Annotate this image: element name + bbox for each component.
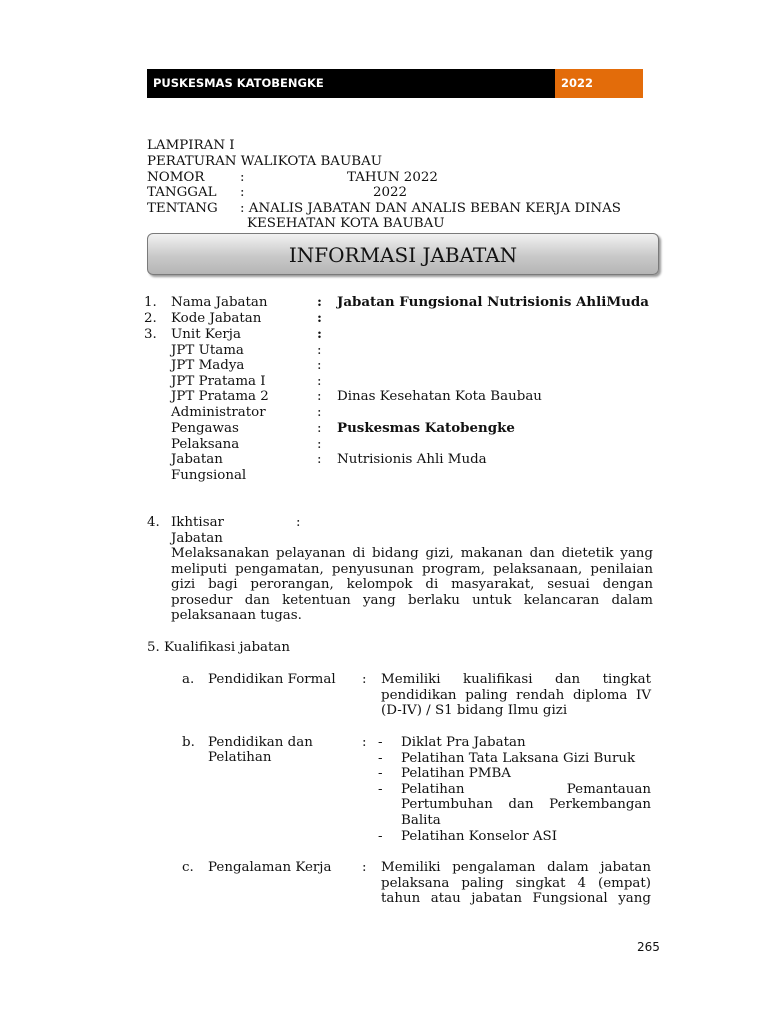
field-colon: : [317, 343, 322, 358]
field-label: Pengawas [171, 421, 239, 436]
tanggal-value: 2022 [373, 185, 408, 200]
field-value: Nutrisionis Ahli Muda [337, 452, 487, 467]
qual-a-line: Memiliki kualifikasi dan tingkat [381, 672, 651, 687]
training-item-line: Diklat Pra Jabatan [401, 735, 526, 750]
qual-a-colon: : [362, 672, 367, 687]
field-label: JPT Pratama 2 [171, 389, 269, 404]
bullet-dash: - [378, 750, 383, 766]
training-item-line: Pelatihan Tata Laksana Gizi Buruk [401, 750, 636, 766]
section-title: INFORMASI JABATAN [288, 243, 518, 267]
field-number: 3. [144, 327, 157, 342]
qual-a-label: Pendidikan Formal [208, 672, 336, 687]
qual-c-text [381, 860, 651, 907]
tanggal-label: TANGGAL [147, 185, 217, 200]
kualifikasi-heading: 5. Kualifikasi jabatan [147, 640, 291, 655]
field-colon: : [317, 358, 322, 373]
ikhtisar-number: 4. [147, 515, 160, 530]
field-label: Fungsional [171, 468, 247, 483]
field-label: Unit Kerja [171, 327, 241, 342]
field-number: 1. [144, 295, 157, 310]
field-value: Dinas Kesehatan Kota Baubau [337, 389, 542, 404]
field-label: JPT Utama [171, 343, 244, 358]
training-item [401, 829, 651, 845]
field-colon: : [317, 374, 322, 389]
field-label: Nama Jabatan [171, 295, 268, 310]
field-colon: : [317, 294, 322, 310]
field-value: Puskesmas Katobengke [337, 420, 515, 436]
field-label: Pelaksana [171, 437, 240, 452]
ikhtisar-label: Ikhtisar [171, 515, 224, 530]
qual-c-label: Pengalaman Kerja [208, 860, 332, 875]
qual-a-letter: a. [182, 672, 195, 687]
field-colon: : [317, 326, 322, 342]
field-label: JPT Pratama I [171, 374, 266, 389]
field-label: Administrator [171, 405, 266, 420]
bullet-dash: - [378, 781, 383, 797]
bullet-dash: - [378, 766, 383, 782]
section-title-box [147, 233, 659, 275]
field-label: JPT Madya [171, 358, 245, 373]
ikhtisar-line: prosedur dan ketentuan yang berlaku untuk kelancaran dalam [171, 592, 653, 608]
page-number: 265 [637, 940, 660, 954]
ikhtisar-line: meliputi pengamatan, penyusunan program, pelaksanaan, penilaian [171, 561, 653, 577]
qual-b-letter: b. [182, 735, 195, 750]
qual-a-line: (D-IV) / S1 bidang Ilmu gizi [381, 703, 568, 719]
qual-b-label: Pendidikan dan [208, 735, 313, 750]
qual-c-line: pelaksana paling singkat 4 (empat) [381, 875, 651, 891]
field-value: Jabatan Fungsional Nutrisionis AhliMuda [337, 294, 649, 310]
training-item-line: Pelatihan PMBA [401, 766, 511, 782]
tentang-value-cont: KESEHATAN KOTA BAUBAU [247, 216, 445, 231]
tanggal-colon: : [240, 185, 245, 200]
training-item-line: Pelatihan Konselor ASI [401, 828, 558, 844]
training-item [401, 735, 651, 751]
peraturan-line: PERATURAN WALIKOTA BAUBAU [147, 154, 383, 169]
qual-b-label-cont: Pelatihan [208, 750, 272, 765]
page-header-bar [147, 69, 643, 98]
field-colon: : [317, 452, 322, 467]
tentang-value: : ANALIS JABATAN DAN ANALIS BEBAN KERJA DINAS [240, 201, 621, 216]
field-colon: : [317, 437, 322, 452]
header-year: 2022 [555, 69, 643, 98]
lampiran-line: LAMPIRAN I [147, 138, 235, 153]
qual-c-line: tahun atau jabatan Fungsional yang [381, 891, 651, 907]
field-label: Jabatan [171, 452, 223, 467]
training-item [401, 751, 651, 767]
nomor-label: NOMOR [147, 170, 205, 185]
field-colon: : [317, 310, 322, 326]
qual-c-colon: : [362, 860, 367, 875]
training-item-line: Pertumbuhan dan Perkembangan [401, 797, 651, 813]
ikhtisar-line: pelaksanaan tugas. [171, 608, 302, 624]
ikhtisar-line: gizi bagi perorangan, kelompok di masyarakat, sesuai dengan [171, 577, 653, 593]
training-item [401, 766, 651, 782]
qual-c-letter: c. [182, 860, 194, 875]
qual-a-line: pendidikan paling rendah diploma IV [381, 687, 651, 703]
ikhtisar-paragraph [171, 546, 653, 624]
bullet-dash: - [378, 735, 383, 750]
qual-a-text [381, 672, 651, 719]
training-item-line: Pelatihan Pemantauan [401, 781, 651, 797]
field-colon: : [317, 389, 322, 404]
ikhtisar-line: Melaksanakan pelayanan di bidang gizi, makanan dan dietetik yang [171, 546, 653, 561]
training-item-line: Balita [401, 812, 441, 828]
nomor-value: TAHUN 2022 [347, 170, 438, 185]
qual-b-colon: : [362, 735, 367, 750]
ikhtisar-colon: : [296, 515, 301, 530]
field-colon: : [317, 421, 322, 436]
field-number: 2. [144, 311, 157, 326]
qual-c-line: Memiliki pengalaman dalam jabatan [381, 860, 651, 875]
tentang-label: TENTANG [147, 201, 218, 216]
field-colon: : [317, 405, 322, 420]
bullet-dash: - [378, 828, 383, 844]
field-label: Kode Jabatan [171, 311, 262, 326]
training-item [401, 782, 651, 829]
nomor-colon: : [240, 170, 245, 185]
header-org: PUSKESMAS KATOBENGKE [147, 69, 555, 98]
ikhtisar-label-cont: Jabatan [171, 531, 223, 546]
